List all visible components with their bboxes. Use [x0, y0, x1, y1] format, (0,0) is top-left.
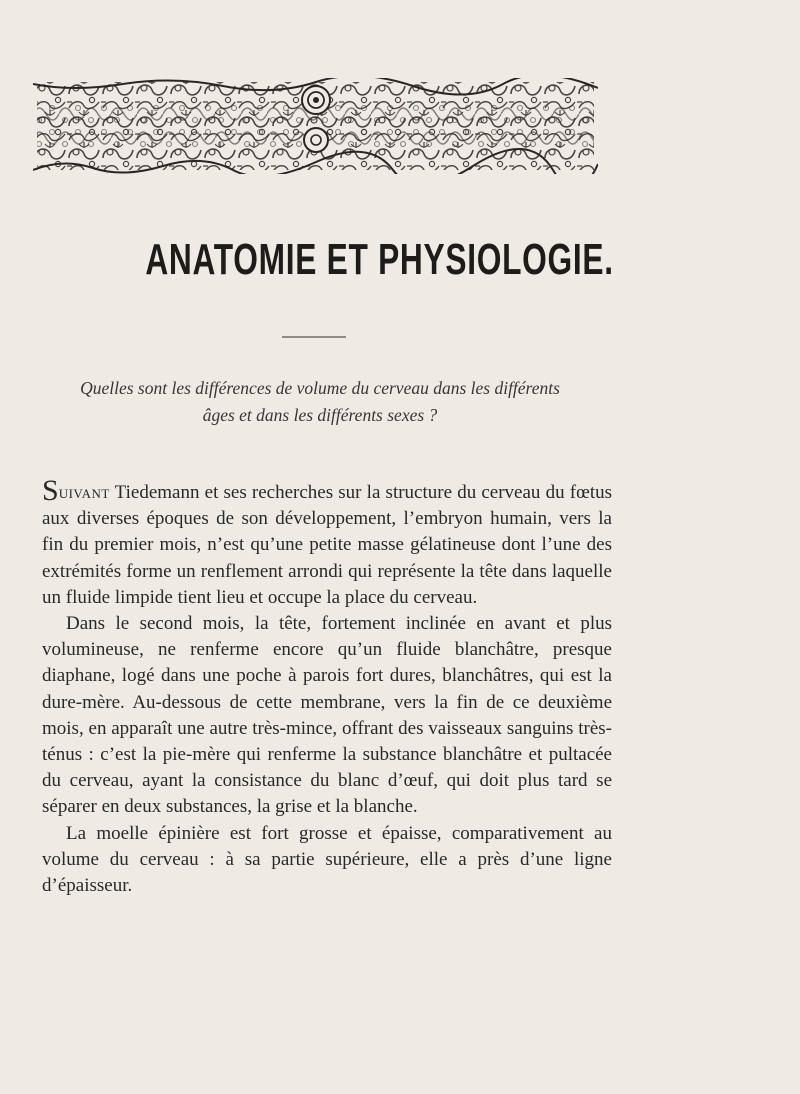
question-heading	[40, 375, 600, 429]
paragraph-1	[42, 476, 612, 611]
drop-cap: S	[42, 474, 59, 507]
section-title: ANATOMIE ET PHYSIOLOGIE.	[145, 235, 614, 284]
paragraph-2: Dans le second mois, la tête, fortement inclinée en avant et plus volumineuse, ne renferme encore qu’un fluide blanchâtre, presque diaphane, logé dans une poche à parois fort dures, blanchâtres, qui est la dure-mère. Au-dessous de cette membrane, vers la fin de ce deuxième mois, en apparaît une autre très-mince, offrant des vaisseaux sanguins très-ténus : c’est la pie-mère qui renferme la substance blanchâtre et pultacée du cerveau, ayant la consistance du blanc d’œuf, qui doit plus tard se séparer en deux substances, la grise et la blanche.	[42, 613, 612, 818]
ornamental-headpiece-icon	[33, 78, 598, 174]
paragraph-3: La moelle épinière est fort grosse et épaisse, comparativement au volume du cerveau : à sa partie supérieure, elle a près d’une ligne d’épaisseur.	[42, 822, 612, 897]
body-text	[42, 476, 612, 899]
question-line-1: Quelles sont les différences de volume du cerveau dans les différents	[80, 378, 560, 398]
question-line-2: âges et dans les différents sexes ?	[202, 405, 438, 425]
smallcaps-lead: uivant	[58, 482, 110, 503]
paragraph-1-text: Tiedemann et ses recherches sur la structure du cerveau du fœtus aux diverses époques de son développement, l’embryon humain, vers la fin du premier mois, n’est qu’une petite masse gélatineuse dont l’une des extrémités forme un renflement arrondi qui représente la tête dans laquelle un fluide limpide tient lieu et occupe la place du cerveau.	[42, 482, 612, 608]
decorative-rule	[282, 336, 346, 338]
